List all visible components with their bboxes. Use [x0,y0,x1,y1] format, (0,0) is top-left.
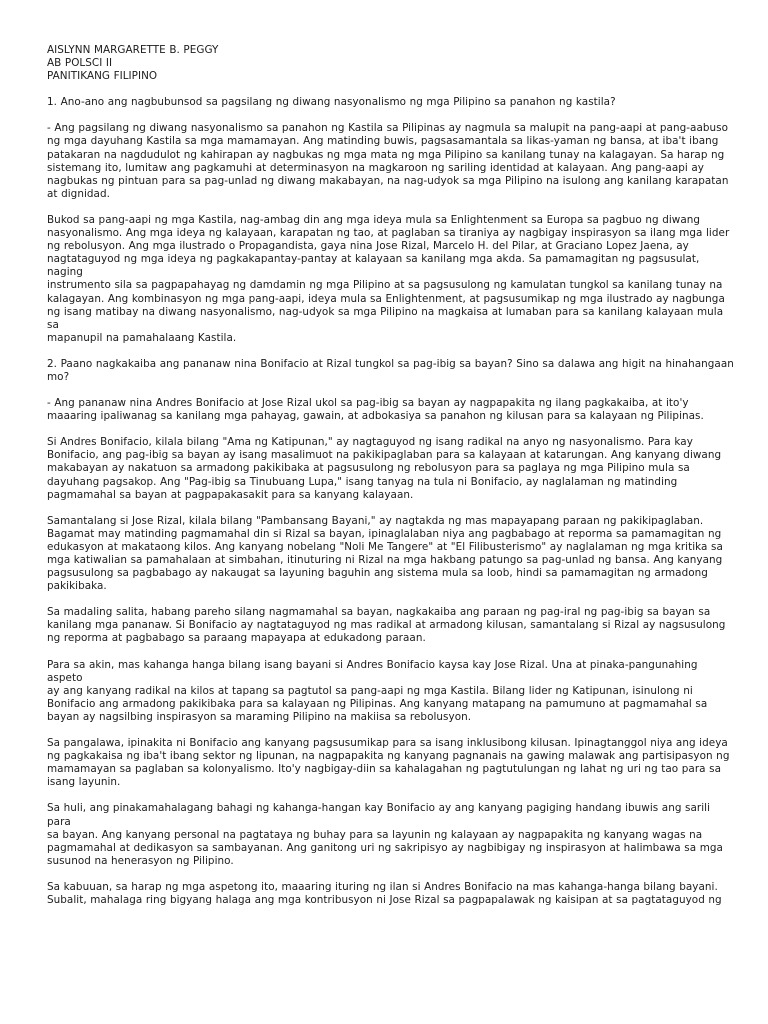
answer-2-paragraph-3: Samantalang si Jose Rizal, kilala bilang "Pambansang Bayani," ay nagtakda ng mas mapayapang paraan ng pakikipaglaban. Bagamat may matinding pagmamahal din si Rizal sa bayan, ipinaglalaban niya ang pagbabago at reporma sa pamamagitan ng edukasyon at makataong kilos. Ang kanyang nobelang "Noli Me Tangere" at "El Filibusterismo" ay naglalaman ng mga kritika sa mga katiwalian sa pamahalaan at simbahan, itinuturing ni Rizal na mga hakbang patungo sa pag-unlad ng bansa. Ang kanyang pagsusulong sa pagbabago ay nakaugat sa layuning baguhin ang sistema mula sa loob, hindi sa pamamagitan ng armadong pakikibaka. [47,514,723,593]
question-2: 2. Paano nagkakaiba ang pananaw nina Bonifacio at Rizal tungkol sa pag-ibig sa bayan? Sino sa dalawa ang higit na hinahangaan mo? [47,357,734,383]
course-label: AB POLSCI II [47,57,113,70]
answer-2-paragraph-6: Sa pangalawa, ipinakita ni Bonifacio ang kanyang pagsusumikap para sa isang inklusibong kilusan. Ipinagtanggol niya ang ideya ng pagkakaisa ng iba't ibang sektor ng lipunan, na nagpapakita ng kanyang pagnanais na gawing malawak ang partisipasyon ng mamamayan sa paglaban sa kolonyalismo. Ito'y nagbigay-diin sa kahalagahan ng pagtutulungan ng lahat ng uri ng tao para sa isang layunin. [47,737,730,789]
answer-2-paragraph-2: Si Andres Bonifacio, kilala bilang "Ama ng Katipunan," ay nagtaguyod ng isang radikal na anyo ng nasyonalismo. Para kay Bonifacio, ang pag-ibig sa bayan ay isang masalimuot na pakikipaglaban para sa kalayaan at katarungan. Ang kanyang diwang makabayan ay nakatuon sa armadong pakikibaka at pagsusulong ng rebolusyon para sa paglaya ng mga Pilipino mula sa dayuhang pagsakop. Ang "Pag-ibig sa Tinubuang Lupa," isang tanyag na tula ni Bonifacio, ay naglalaman ng matinding pagmamahal sa bayan at pagpapakasakit para sa kanyang kalayaan. [47,436,722,501]
answer-2-paragraph-7: Sa huli, ang pinakamahalagang bahagi ng kahanga-hangan kay Bonifacio ay ang kanyang pagiging handang ibuwis ang sarili para sa bayan. Ang kanyang personal na pagtataya ng buhay para sa layunin ng kalayaan ay nagpapakita ng kanyang wagas na pagmamahal at dedikasyon sa sambayanan. Ang ganitong uri ng sakripisyo ay nagbibigay ng inspirasyon at halimbawa sa mga susunod na henerasyon ng Pilipino. [47,802,723,867]
document-page [47,44,735,907]
subject-label: PANITIKANG FILIPINO [47,70,158,83]
answer-1-paragraph-2: Bukod sa pang-aapi ng mga Kastila, nag-ambag din ang mga ideya mula sa Enlightenment sa Europa sa pagbuo ng diwang nasyonalismo. Ang mga ideya ng kalayaan, karapatan ng tao, at paglaban sa tiraniya ay nagbigay inspirasyon sa ilang mga lider ng rebolusyon. Ang mga ilustrado o Propagandista, gaya nina Jose Rizal, Marcelo H. del Pilar, at Graciano Lopez Jaena, ay nagtataguyod ng mga ideya ng pagkakapantay-pantay at kalayaan sa kanilang mga akda. Sa pamamagitan ng pagsusulat, naging instrumento sila sa pagpapahayag ng damdamin ng mga Pilipino at sa pagsusulong ng kamulatan tungkol sa kanilang tunay na kalagayan. Ang kombinasyon ng mga pang-aapi, ideya mula sa Enlightenment, at pagsusumikap ng mga ilustrado ay nagbunga ng isang matibay na diwang nasyonalismo, nag-udyok sa mga Pilipino na magkaisa at lumaban para sa kanilang kalayaan mula sa mapanupil na pamahalaang Kastila. [47,213,730,344]
question-1: 1. Ano-ano ang nagbubunsod sa pagsilang ng diwang nasyonalismo ng mga Pilipino sa panahon ng kastila? [47,96,616,109]
answer-2-paragraph-1: - Ang pananaw nina Andres Bonifacio at Jose Rizal ukol sa pag-ibig sa bayan ay nagpapakita ng ilang pagkakaiba, at ito'y maaaring ipaliwanag sa kanilang mga pahayag, gawain, at adbokasiya sa panahon ng kilusan para sa kalayaan ng Pilipinas. [47,397,704,423]
author-name: AISLYNN MARGARETTE B. PEGGY [47,44,219,56]
answer-2-paragraph-5: Para sa akin, mas kahanga hanga bilang isang bayani si Andres Bonifacio kaysa kay Jose Rizal. Una at pinaka-pangunahing aspeto ay ang kanyang radikal na kilos at tapang sa pagtutol sa pang-aapi ng mga Kastila. Bilang lider ng Katipunan, isinulong ni Bonifacio ang armadong pakikibaka para sa kalayaan ng Pilipinas. Ang kanyang matapang na pamumuno at pagmamahal sa bayan ay nagsilbing inspirasyon sa maraming Pilipino na makiisa sa rebolusyon. [47,658,708,723]
answer-2-paragraph-4: Sa madaling salita, habang pareho silang nagmamahal sa bayan, nagkakaiba ang paraan ng pag-iral ng pag-ibig sa bayan sa kanilang mga pananaw. Si Bonifacio ay nagtataguyod ng mas radikal at armadong kilusan, samantalang si Rizal ay nagsusulong ng reporma at pagbabago sa paraang mapayapa at edukadong paraan. [47,606,726,645]
answer-1-paragraph-1: - Ang pagsilang ng diwang nasyonalismo sa panahon ng Kastila sa Pilipinas ay nagmula sa malupit na pang-aapi at pang-aabuso ng mga dayuhang Kastila sa mga mamamayan. Ang matinding buwis, pagsasamantala sa likas-yaman ng bansa, at iba't ibang patakaran na nagdudulot ng kahirapan ay nagbukas ng mga mata ng mga Pilipino sa kanilang tunay na kalagayan. Sa harap ng sistemang ito, lumitaw ang pagkamuhi at determinasyon na magkaroon ng sariling identidad at kalayaan. Ang pang-aapi ay nagbukas ng pintuan para sa pag-unlad ng diwang makabayan, na nag-udyok sa mga Pilipino na isulong ang kanilang karapatan at dignidad. [47,122,729,200]
answer-2-paragraph-8: Sa kabuuan, sa harap ng mga aspetong ito, maaaring ituring ng ilan si Andres Bonifacio na mas kahanga-hanga bilang bayani. Subalit, mahalaga ring bigyang halaga ang mga kontribusyon ni Jose Rizal sa pagpapalawak ng kaisipan at sa pagtataguyod ng [47,880,722,906]
